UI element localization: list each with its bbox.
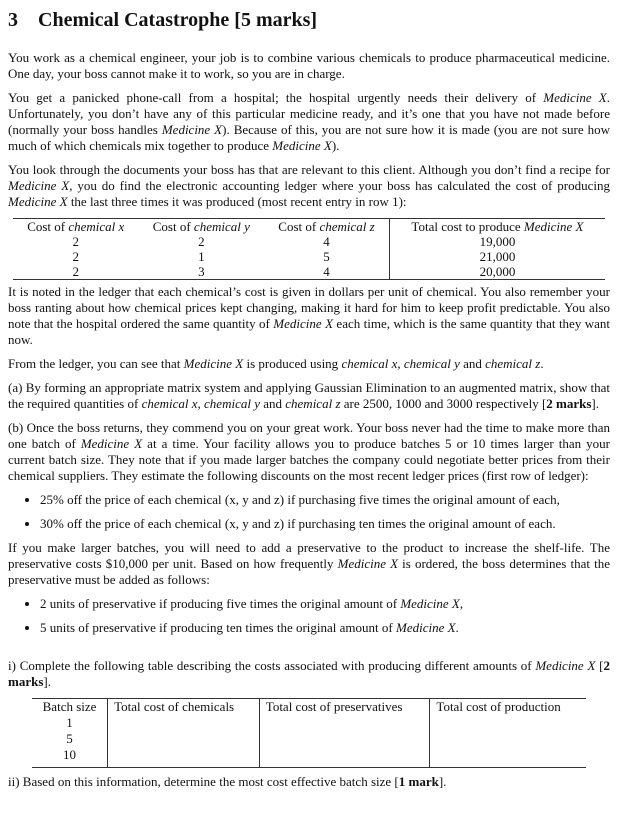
ledger-paragraph [8,162,610,210]
table-cell [108,747,260,768]
question-b-ii [8,774,610,790]
table-cell: 10 [63,747,77,762]
batch-header: Total cost of preservatives [259,699,430,716]
text-segment: ). Because of this, you are not sure how it is made (you are not sure how much of which chemicals mix together to produce [8,122,611,153]
italic-text: chemical y [193,219,250,234]
section-title: Chemical Catastrophe [5 marks] [38,9,318,31]
italic-text: Medicine X [272,138,332,153]
table-cell: 1 [198,249,205,264]
italic-text: Medicine X [543,90,607,105]
ledger-header-z [264,219,389,235]
table-cell: 4 [323,234,330,249]
text-segment: ). [331,138,340,153]
text-segment: Cost of [152,219,194,234]
text-segment: (b) Once the boss returns, they commend you on your great work. Your boss never had the time to make more than one batch of [8,420,610,451]
text-segment: [ [595,658,604,673]
text-segment: It is noted in the ledger that each chemical’s cost is given in dollars per unit of chemical. You also remember your boss ranting about how chemical prices kept changing, making it hard for him to keep profit predictable. You also note that the hospital ordered the same quantity of [8,284,610,331]
preservative-item [40,620,610,636]
table-cell: 1 [66,715,73,730]
table-cell [259,731,430,747]
section-number: 3 [8,9,18,31]
discount-list [8,492,610,532]
hospital-paragraph [8,90,610,154]
italic-text: chemical z [285,396,341,411]
table-cell [430,731,586,747]
italic-text: chemical x [141,396,198,411]
text-segment: , [397,356,404,371]
text-segment: 5 units of preservative if producing ten times the original amount of [40,620,396,635]
italic-text: Medicine X [273,316,334,331]
batch-cost-table [32,698,586,768]
italic-text: Medicine X [337,556,399,571]
ledger-header-total [389,219,605,235]
text-segment: ii) Based on this information, determine the most cost effective batch size [ [8,774,399,789]
italic-text: Medicine X [8,178,70,193]
ledger-row [13,249,605,264]
table-cell [430,747,586,768]
italic-text: Medicine X [8,194,68,209]
ledger-header-x [13,219,139,235]
text-segment: each time, which is the same quantity that they want now. [8,316,611,347]
text-segment: . [540,356,544,371]
text-segment: and [259,396,286,411]
batch-header: Total cost of production [430,699,586,716]
text-segment: (a) By forming an appropriate matrix system and applying Gaussian Elimination to an augmented matrix, show that the required quantities of [8,380,610,411]
text-segment: Total cost to produce [411,219,524,234]
text-segment: ]. [438,774,447,789]
batch-header: Batch size [42,699,97,714]
text-segment: You look through the documents your boss has that are relevant to this client. Although you don’t find a recipe for [8,162,610,177]
text-segment: ]. [43,674,51,689]
text-segment: 2 units of preservative if producing five times the original amount of [40,596,401,611]
italic-text: Medicine X [523,219,584,234]
ledger-table [13,218,605,280]
table-cell [108,731,260,747]
bold-text: 2 marks [8,658,610,689]
text-segment: . Unfortunately, you don’t have any of this particular medicine ready, and it’s one that you have not made before (normally your boss handles [8,90,610,137]
preservative-item [40,596,610,612]
table-cell [108,715,260,731]
table-cell: 19,000 [389,234,605,249]
italic-text: chemical x [68,219,125,234]
text-segment: . [455,620,459,635]
text-segment: You get a panicked phone-call from a hospital; the hospital urgently needs their delivery of [8,90,544,105]
table-cell: 5 [66,731,73,746]
question-a [8,380,610,412]
ledger-row [13,264,605,280]
text-segment: , [197,396,205,411]
italic-text: Medicine X [80,436,143,451]
table-cell [430,715,586,731]
italic-text: chemical y [204,396,260,411]
table-cell: 20,000 [389,264,605,280]
ledger-row [13,234,605,249]
text-segment: 25% off the price of each chemical (x, y and z) if purchasing five times the original amount of each, [40,492,560,507]
text-segment: at a time. Your facility allows you to produce batches 5 or 10 times larger than your current batch size. They note that if you made larger batches the company could negotiate better prices from their chemical suppliers. They estimate the following discounts on the most recent ledger prices (first row of ledger): [8,436,610,483]
text-segment: Cost of [27,219,69,234]
preservative-list [8,596,610,636]
table-cell: 21,000 [389,249,605,264]
italic-text: Medicine X [161,122,223,137]
table-cell: 5 [323,249,330,264]
discount-item [40,516,610,532]
text-segment: i) Complete the following table describing the costs associated with producing different amounts of [8,658,536,673]
text-segment: , [459,596,464,611]
text-segment: ]. [591,396,600,411]
notes-paragraph [8,284,610,348]
discount-item [40,492,610,508]
table-cell: 3 [198,264,205,279]
table-cell: 2 [72,234,80,249]
text-segment: Cost of [278,219,320,234]
table-cell: 2 [72,264,80,279]
preservative-paragraph [8,540,610,588]
section-heading [8,8,610,32]
italic-text: chemical z [319,219,375,234]
table-cell: 2 [198,234,205,249]
table-cell: 2 [72,249,80,264]
italic-text: Medicine X [395,620,456,635]
text-segment: are 2500, 1000 and 3000 respectively [ [340,396,547,411]
bold-text: 2 marks [546,396,592,411]
question-b [8,420,610,484]
italic-text: Medicine X [400,596,460,611]
italic-text: chemical y [403,356,460,371]
table-cell: 4 [323,264,330,279]
batch-header: Total cost of chemicals [108,699,260,716]
table-cell [259,747,430,768]
italic-text: Medicine X [183,356,244,371]
text-segment: , you do find the electronic accounting ledger where your boss has calculated the cost of producing [69,178,610,193]
text-segment: 30% off the price of each chemical (x, y and z) if purchasing ten times the original amount of each. [40,516,556,531]
text-segment: and [459,356,486,371]
text-segment: You work as a chemical engineer, your job is to combine various chemicals to produce pharmaceutical medicine. One day, your boss cannot make it to work, so you are in charge. [8,50,610,81]
chemicals-paragraph [8,356,610,372]
batch-row [32,715,586,731]
text-segment: If you make larger batches, you will need to add a preservative to the product to increase the shelf-life. The preservative costs $10,000 per unit. Based on how frequently [8,540,610,571]
italic-text: Medicine X [535,658,596,673]
batch-row [32,731,586,747]
batch-row [32,747,586,768]
text-segment: the last three times it was produced (most recent entry in row 1): [67,194,407,209]
text-segment: From the ledger, you can see that [8,356,184,371]
intro-paragraph [8,50,610,82]
italic-text: chemical x [341,356,398,371]
question-b-i [8,658,610,690]
bold-text: 1 mark [398,774,439,789]
italic-text: chemical z [485,356,541,371]
text-segment: is produced using [243,356,342,371]
text-segment: is ordered, the boss determines that the preservative must be added as follows: [8,556,610,587]
table-cell [259,715,430,731]
ledger-header-y [139,219,265,235]
